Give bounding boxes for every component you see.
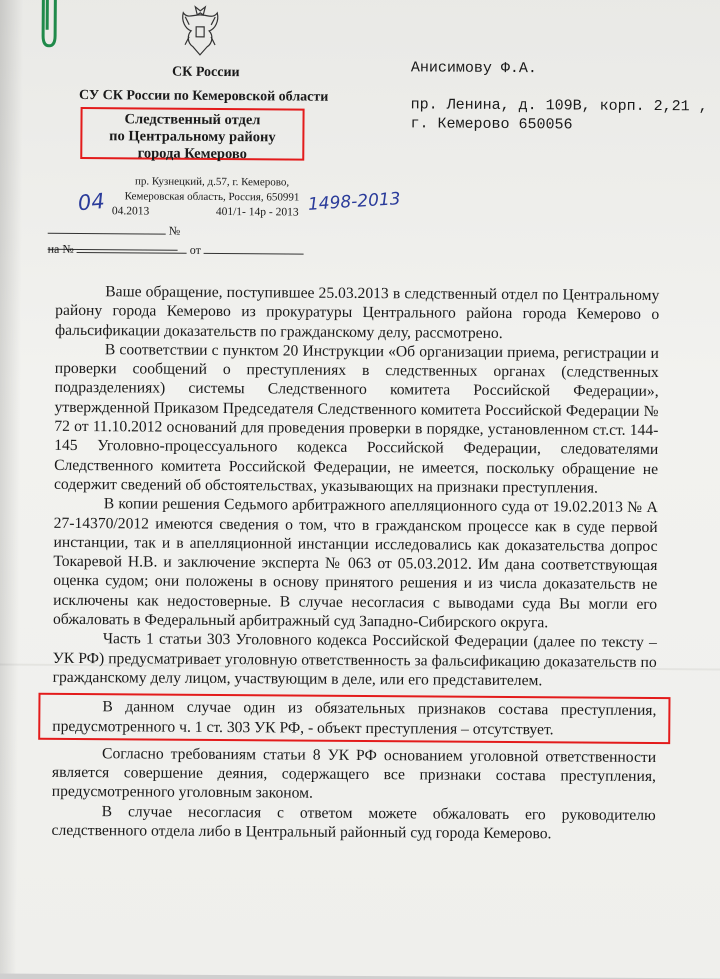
recipient-name: Анисимову Ф.А. <box>410 59 537 78</box>
address-line: Кемеровская область, Россия, 650991 <box>124 190 300 204</box>
letter-date: 04.2013 <box>111 205 150 218</box>
org-subtitle: СУ СК России по Кемеровской области <box>78 88 329 105</box>
number-label: № <box>168 223 181 238</box>
coat-of-arms-icon <box>175 3 225 59</box>
letter-reference: 401/1- 14р - 2013 <box>215 205 299 219</box>
sender-address <box>92 174 332 206</box>
handwritten-reference: 1498-2013 <box>307 189 402 215</box>
dept-line: по Центральному району <box>109 128 276 146</box>
dept-line: города Кемерово <box>137 145 247 163</box>
reply-number-label: на № <box>47 241 74 256</box>
handwritten-day: 04 <box>76 188 106 216</box>
recipient-street: пр. Ленина, д. 109В, корп. 2,21 , <box>410 96 708 116</box>
dept-line: Следственный отдел <box>124 111 261 129</box>
org-title: СК России <box>172 64 240 81</box>
paragraph: Согласно требованиям статьи 8 УК РФ основанием уголовной ответственности является совершение деяния, содержащего все признаки состава преступления, предусмотренного уголовным законом. <box>51 745 657 803</box>
highlighted-paragraph: В данном случае один из обязательных признаков состава преступления, предусмотренного ч. 1 ст. 303 УК РФ, - объект преступления – отсутствует. <box>52 698 657 738</box>
reply-blank-line <box>48 241 313 259</box>
paragraph: В соответствии с пунктом 20 Инструкции «Об организации приема, регистрации и проверки сообщений о преступлениях в следственных органах (следственных подразделениях) системы Следственного комитета Российской Федерации», утвержденной Приказом Председателя Следственного комитета Российской Федерации № 72 от 11.10.2012 оснований для проведения проверки в порядке, установленном ст.ст. 144-145 Уголовно-процессуального кодекса Российской Федерации, следователями Следственного комитета Российской Федерации, не имеется, поскольку обращение не содержит сведений об обстоятельствах, указывающих на признаки преступления. <box>53 341 659 497</box>
address-line: пр. Кузнецкий, д.57, г. Кемерово, <box>134 175 290 189</box>
paragraph: В случае несогласия с ответом можете обжаловать его руководителю следственного отдела либо в Центральный районный суд города Кемерово. <box>51 802 656 843</box>
page-shadow <box>0 0 23 974</box>
paper-clip-icon <box>31 0 61 54</box>
paragraph: Ваше обращение, поступившее 25.03.2013 в следственный отдел по Центральному району города Кемерово из прокуратуры Центрального района города Кемерово о фальсификации доказательств по гражданскому делу, рассмотрено. <box>54 283 660 342</box>
paragraph: Часть 1 статьи 303 Уголовного кодекса Российской Федерации (далее по тексту – УК РФ) предусматривает уголовную ответственность за фальсификацию доказательств по гражданскому делу лицом, участвующим в деле, или его представителем. <box>52 630 657 690</box>
letter-body <box>51 282 659 845</box>
recipient-city: г. Кемерово 650056 <box>410 115 573 134</box>
paragraph: В копии решения Седьмого арбитражного апелляционного суда от 19.02.2013 № А 27-14370/2012 имеются сведения о том, что в гражданском процессе как в суде первой инстанции, так и в апелляционной инстанции исследовались как доказательства допрос Токаревой Н.В. и заключение эксперта № 063 от 05.03.2012. Им дана соответствующая оценка судом; они положены в основу принятого решения и из числа доказательств не исключены как недостоверные. В случае несогласия с выводами суда Вы могли его обжаловать в Федеральный арбитражный суд Западно-Сибирского округа. <box>52 495 658 632</box>
recipient-block <box>410 58 711 135</box>
highlighted-paragraph-box <box>38 693 670 744</box>
reply-from-label: от <box>189 242 201 257</box>
department-box <box>80 107 304 161</box>
